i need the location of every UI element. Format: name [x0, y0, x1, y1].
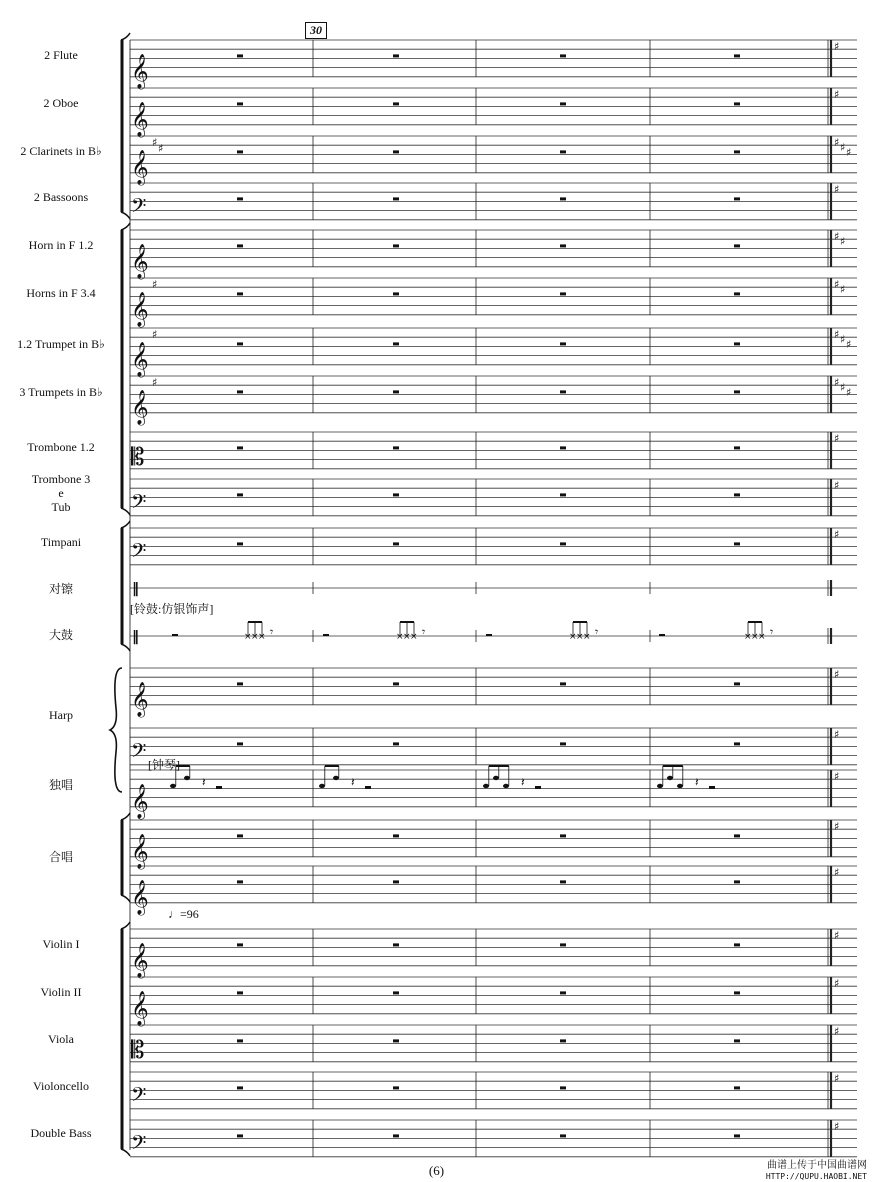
- whole-rest-icon: [734, 102, 740, 105]
- whole-rest-icon: [237, 991, 243, 994]
- watermark: [766, 1160, 867, 1182]
- instrument-label: Timpani: [40, 535, 82, 549]
- whole-rest-icon: [734, 390, 740, 393]
- whole-rest-icon: [237, 880, 243, 883]
- quarter-rest-icon: 𝄽: [351, 775, 355, 789]
- sharp-icon: ♯: [834, 728, 840, 741]
- notehead-icon: [657, 784, 663, 788]
- whole-rest-icon: [393, 1039, 399, 1042]
- whole-rest-icon: [393, 150, 399, 153]
- sharp-icon: ♯: [834, 929, 840, 942]
- whole-rest-icon: [237, 102, 243, 105]
- sharp-icon: ♯: [158, 142, 164, 155]
- staff: [130, 183, 857, 222]
- page-number: (6): [428, 1163, 445, 1178]
- sharp-icon: ♯: [834, 1120, 840, 1133]
- sharp-icon: ♯: [840, 381, 846, 394]
- staff: [130, 668, 857, 718]
- percussion-bracket-cap: [121, 644, 130, 651]
- whole-rest-icon: [237, 197, 243, 200]
- instrument-label: Horn in F 1.2: [28, 238, 94, 252]
- whole-rest-icon: [393, 1134, 399, 1137]
- instrument-label: Trombone 1.2: [27, 440, 95, 454]
- whole-rest-icon: [393, 446, 399, 449]
- treble-clef-icon: 𝄞: [131, 389, 149, 425]
- whole-rest-icon: [237, 150, 243, 153]
- whole-rest-icon: [560, 390, 566, 393]
- whole-rest-icon: [237, 682, 243, 685]
- watermark-line-1: 曲谱上传于中国曲谱网: [767, 1160, 867, 1171]
- whole-rest-icon: [237, 292, 243, 295]
- notehead-icon: [667, 776, 673, 780]
- x-notehead-icon: ×: [583, 632, 591, 642]
- sharp-icon: ♯: [834, 136, 840, 149]
- quarter-note-icon: ♩: [168, 907, 180, 921]
- whole-rest-icon: [393, 834, 399, 837]
- half-rest-icon: [486, 634, 492, 636]
- sharp-icon: ♯: [152, 136, 158, 149]
- notehead-icon: [319, 784, 325, 788]
- staff: [130, 230, 857, 280]
- whole-rest-icon: [734, 197, 740, 200]
- staff: [130, 866, 857, 916]
- notehead-icon: [503, 784, 509, 788]
- harp-brace: [110, 668, 122, 792]
- x-notehead-icon: ×: [410, 632, 418, 642]
- whole-rest-icon: [393, 991, 399, 994]
- whole-rest-icon: [734, 682, 740, 685]
- instrument-label: Double Bass: [30, 1126, 92, 1140]
- treble-clef-icon: 𝄞: [131, 833, 149, 869]
- whole-rest-icon: [237, 244, 243, 247]
- sharp-icon: ♯: [834, 432, 840, 445]
- whole-rest-icon: [237, 742, 243, 745]
- whole-rest-icon: [560, 880, 566, 883]
- staff: [130, 376, 857, 426]
- half-rest-icon: [659, 634, 665, 636]
- sharp-icon: ♯: [834, 88, 840, 101]
- sharp-icon: ♯: [152, 376, 158, 389]
- sharp-icon: ♯: [834, 183, 840, 196]
- whole-rest-icon: [393, 244, 399, 247]
- choir-bracket-cap: [121, 895, 130, 902]
- whole-rest-icon: [237, 342, 243, 345]
- staff: [130, 479, 857, 518]
- treble-clef-icon: 𝄞: [131, 341, 149, 377]
- whole-rest-icon: [237, 446, 243, 449]
- whole-rest-icon: [560, 542, 566, 545]
- whole-rest-icon: [393, 197, 399, 200]
- instrument-label: 2 Clarinets in B♭: [20, 144, 102, 158]
- instrument-label: Violin I: [42, 937, 80, 951]
- treble-clef-icon: 𝄞: [131, 149, 149, 185]
- quarter-rest-icon: 𝄽: [695, 775, 699, 789]
- x-notehead-icon: ×: [758, 632, 766, 642]
- bass-clef-icon: 𝄢: [131, 538, 147, 567]
- whole-rest-icon: [393, 742, 399, 745]
- whole-rest-icon: [393, 493, 399, 496]
- staff: [130, 40, 857, 90]
- instrument-label: 2 Bassoons: [33, 190, 89, 204]
- whole-rest-icon: [393, 880, 399, 883]
- sharp-icon: ♯: [834, 479, 840, 492]
- sharp-icon: ♯: [834, 376, 840, 389]
- whole-rest-icon: [560, 493, 566, 496]
- sharp-icon: ♯: [834, 866, 840, 879]
- whole-rest-icon: [237, 54, 243, 57]
- half-rest-icon: [323, 634, 329, 636]
- whole-rest-icon: [734, 834, 740, 837]
- staff: [130, 328, 857, 378]
- bass-clef-icon: 𝄢: [131, 489, 147, 518]
- whole-rest-icon: [560, 446, 566, 449]
- notehead-icon: [170, 784, 176, 788]
- woodwind-bracket-cap: [121, 212, 130, 219]
- rehearsal-mark: 30: [305, 22, 327, 39]
- whole-rest-icon: [237, 834, 243, 837]
- sharp-icon: ♯: [834, 40, 840, 53]
- whole-rest-icon: [560, 150, 566, 153]
- staff: [130, 1120, 857, 1159]
- whole-rest-icon: [393, 1086, 399, 1089]
- instrument-label: 大鼓: [48, 628, 73, 642]
- sharp-icon: ♯: [846, 146, 852, 159]
- bass-clef-icon: 𝄢: [131, 738, 147, 767]
- x-notehead-icon: ×: [576, 632, 584, 642]
- instrument-label: Trombone 3 e Tub: [31, 472, 91, 514]
- sharp-icon: ♯: [834, 328, 840, 341]
- sharp-icon: ♯: [834, 528, 840, 541]
- treble-clef-icon: 𝄞: [131, 243, 149, 279]
- sharp-icon: ♯: [834, 977, 840, 990]
- instrument-label: 合唱: [48, 850, 73, 864]
- brass-bracket-cap: [121, 508, 130, 515]
- whole-rest-icon: [237, 390, 243, 393]
- sharp-icon: ♯: [834, 278, 840, 291]
- notehead-icon: [333, 776, 339, 780]
- whole-rest-icon: [237, 943, 243, 946]
- sixteenth-rest-icon: 𝄾: [270, 625, 274, 639]
- bass-clef-icon: 𝄢: [131, 1082, 147, 1111]
- instrument-label: Horns in F 3.4: [26, 286, 96, 300]
- bass-clef-icon: 𝄢: [131, 193, 147, 222]
- whole-rest-icon: [393, 542, 399, 545]
- instrument-label: 对镲: [48, 582, 73, 596]
- staff: [130, 820, 857, 870]
- strings-bracket-cap: [121, 922, 130, 929]
- whole-rest-icon: [393, 943, 399, 946]
- sharp-icon: ♯: [834, 230, 840, 243]
- whole-rest-icon: [734, 292, 740, 295]
- x-notehead-icon: ×: [751, 632, 759, 642]
- percussion-instruction: [铃鼓:仿银饰声]: [130, 602, 214, 616]
- x-notehead-icon: ×: [258, 632, 266, 642]
- tempo-marking: [168, 907, 199, 922]
- whole-rest-icon: [560, 102, 566, 105]
- half-rest-icon: [709, 786, 715, 789]
- quarter-rest-icon: 𝄽: [521, 775, 525, 789]
- x-notehead-icon: ×: [244, 632, 252, 642]
- whole-rest-icon: [734, 991, 740, 994]
- bass-clef-icon: 𝄢: [131, 1130, 147, 1159]
- notehead-icon: [677, 784, 683, 788]
- staff: [130, 528, 857, 567]
- sharp-icon: ♯: [834, 770, 840, 783]
- instrument-label: 2 Flute: [44, 48, 78, 62]
- sharp-icon: ♯: [840, 283, 846, 296]
- x-notehead-icon: ×: [403, 632, 411, 642]
- whole-rest-icon: [734, 880, 740, 883]
- whole-rest-icon: [560, 342, 566, 345]
- treble-clef-icon: 𝄞: [131, 53, 149, 89]
- sharp-icon: ♯: [834, 1025, 840, 1038]
- treble-clef-icon: 𝄞: [131, 291, 149, 327]
- whole-rest-icon: [734, 150, 740, 153]
- x-notehead-icon: ×: [251, 632, 259, 642]
- glockenspiel-instruction: [钟琴]: [148, 758, 180, 772]
- alto-clef-icon: 𝄡: [131, 1035, 145, 1064]
- whole-rest-icon: [734, 54, 740, 57]
- half-rest-icon: [216, 786, 222, 789]
- instrument-label: Violin II: [40, 985, 82, 999]
- whole-rest-icon: [734, 1086, 740, 1089]
- sharp-icon: ♯: [152, 278, 158, 291]
- whole-rest-icon: [560, 943, 566, 946]
- whole-rest-icon: [560, 54, 566, 57]
- x-notehead-icon: ×: [569, 632, 577, 642]
- watermark-line-2: HTTP://QUPU.HAOBI.NET: [765, 1172, 867, 1181]
- instrument-label: 2 Oboe: [43, 96, 79, 110]
- whole-rest-icon: [734, 542, 740, 545]
- tempo-value: =96: [180, 907, 199, 921]
- sixteenth-rest-icon: 𝄾: [422, 625, 426, 639]
- whole-rest-icon: [560, 197, 566, 200]
- whole-rest-icon: [560, 1039, 566, 1042]
- choir-bracket-cap: [121, 813, 130, 820]
- staff: [130, 1025, 857, 1064]
- whole-rest-icon: [393, 54, 399, 57]
- percussion-clef-icon: ‖: [132, 581, 139, 597]
- whole-rest-icon: [560, 1086, 566, 1089]
- half-rest-icon: [535, 786, 541, 789]
- whole-rest-icon: [393, 292, 399, 295]
- whole-rest-icon: [734, 943, 740, 946]
- sharp-icon: ♯: [846, 386, 852, 399]
- sharp-icon: ♯: [846, 338, 852, 351]
- staff: [130, 728, 857, 767]
- treble-clef-icon: 𝄞: [131, 942, 149, 978]
- whole-rest-icon: [734, 742, 740, 745]
- staff: [130, 278, 857, 328]
- sharp-icon: ♯: [834, 1072, 840, 1085]
- whole-rest-icon: [237, 1134, 243, 1137]
- staff: [130, 929, 857, 979]
- whole-rest-icon: [393, 102, 399, 105]
- instrument-label: Viola: [48, 1032, 74, 1046]
- whole-rest-icon: [560, 742, 566, 745]
- notehead-icon: [493, 776, 499, 780]
- staff: [130, 88, 857, 138]
- sharp-icon: ♯: [840, 141, 846, 154]
- treble-clef-icon: 𝄞: [131, 990, 149, 1026]
- woodwind-bracket-cap: [121, 33, 130, 40]
- whole-rest-icon: [560, 1134, 566, 1137]
- staff: [130, 1072, 857, 1111]
- percussion-bracket-cap: [121, 521, 130, 528]
- sixteenth-rest-icon: 𝄾: [770, 625, 774, 639]
- whole-rest-icon: [237, 542, 243, 545]
- sharp-icon: ♯: [152, 328, 158, 341]
- whole-rest-icon: [560, 244, 566, 247]
- whole-rest-icon: [393, 682, 399, 685]
- whole-rest-icon: [237, 493, 243, 496]
- sharp-icon: ♯: [840, 235, 846, 248]
- instrument-label: 独唱: [48, 778, 73, 792]
- sharp-icon: ♯: [834, 820, 840, 833]
- strings-bracket-cap: [121, 1149, 130, 1156]
- staff: [130, 432, 857, 471]
- whole-rest-icon: [393, 342, 399, 345]
- staff: [130, 136, 857, 186]
- treble-clef-icon: 𝄞: [131, 783, 149, 819]
- whole-rest-icon: [734, 446, 740, 449]
- half-rest-icon: [172, 634, 178, 636]
- alto-clef-icon: 𝄡: [131, 442, 145, 471]
- quarter-rest-icon: 𝄽: [202, 775, 206, 789]
- sharp-icon: ♯: [834, 668, 840, 681]
- brass-bracket-cap: [121, 223, 130, 230]
- whole-rest-icon: [560, 292, 566, 295]
- whole-rest-icon: [734, 493, 740, 496]
- sixteenth-rest-icon: 𝄾: [595, 625, 599, 639]
- staff: [130, 977, 857, 1027]
- notehead-icon: [483, 784, 489, 788]
- whole-rest-icon: [734, 1134, 740, 1137]
- whole-rest-icon: [734, 1039, 740, 1042]
- whole-rest-icon: [560, 991, 566, 994]
- x-notehead-icon: ×: [396, 632, 404, 642]
- sharp-icon: ♯: [840, 333, 846, 346]
- staff: [130, 581, 857, 597]
- whole-rest-icon: [560, 682, 566, 685]
- instrument-label: Violoncello: [33, 1079, 89, 1093]
- percussion-clef-icon: ‖: [132, 629, 139, 645]
- notehead-icon: [184, 776, 190, 780]
- treble-clef-icon: 𝄞: [131, 879, 149, 915]
- whole-rest-icon: [734, 244, 740, 247]
- x-notehead-icon: ×: [744, 632, 752, 642]
- whole-rest-icon: [393, 390, 399, 393]
- whole-rest-icon: [237, 1039, 243, 1042]
- instrument-label: Harp: [49, 708, 73, 722]
- whole-rest-icon: [734, 342, 740, 345]
- half-rest-icon: [365, 786, 371, 789]
- instrument-label: 3 Trumpets in B♭: [19, 385, 103, 399]
- whole-rest-icon: [237, 1086, 243, 1089]
- treble-clef-icon: 𝄞: [131, 101, 149, 137]
- treble-clef-icon: 𝄞: [131, 681, 149, 717]
- instrument-label: 1.2 Trumpet in B♭: [17, 337, 105, 351]
- whole-rest-icon: [560, 834, 566, 837]
